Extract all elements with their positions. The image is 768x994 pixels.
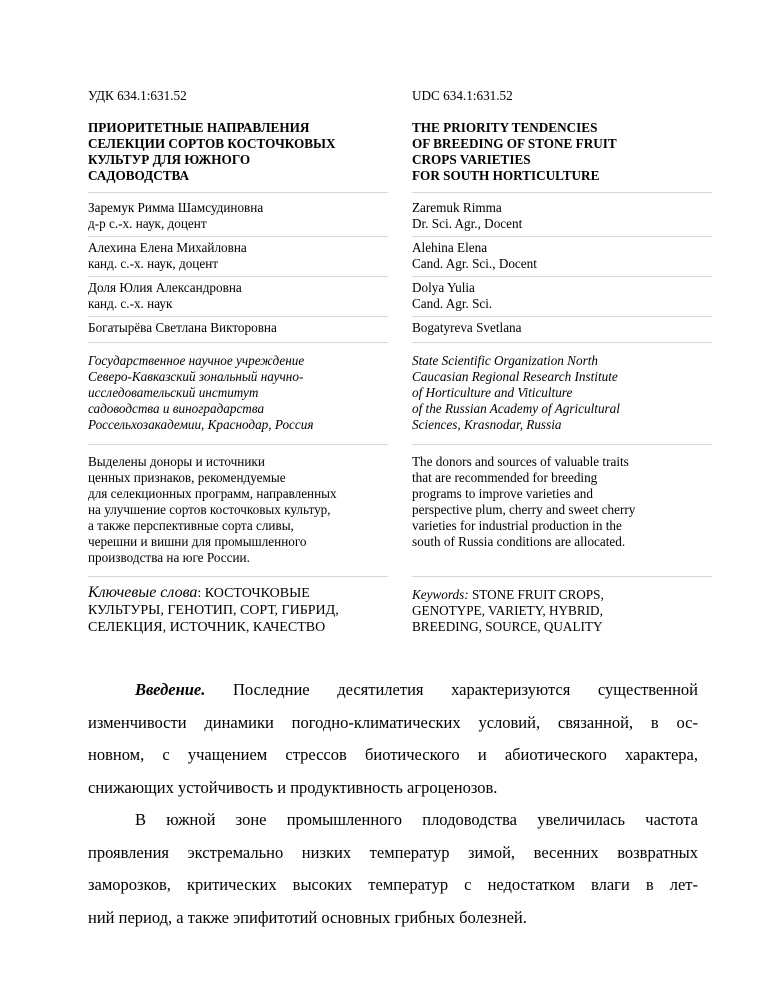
divider [88,576,388,577]
divider [412,444,712,445]
divider [412,236,712,237]
title-en: THE PRIORITY TENDENCIES OF BREEDING OF STONE FRUIT CROPS VARIETIES FOR SOUTH HORTICULTURE [412,120,617,183]
keywords-label: Ключевые слова [88,584,198,601]
udc-ru: УДК 634.1:631.52 [88,88,187,103]
author-en: Alehina Elena Cand. Agr. Sci., Docent [412,240,537,271]
divider [412,192,712,193]
author-ru: Богатырёва Светлана Викторовна [88,320,277,335]
paragraph: Введение. Последние десятилетия характеризуются существенной изменчивости динамики погодно-климатических условий, связанной, в ос- новном, с учащением стрессов биотического и абиотического характера, снижающих устойчивость и продуктивность агроценозов. [88,680,698,797]
abstract-en: The donors and sources of valuable traits that are recommended for breeding programs to improve varieties and perspective plum, cherry and sweet cherry varieties for industrial production in the south of Russia conditions are allocated. [412,454,636,549]
divider [88,342,388,343]
abstract-ru: Выделены доноры и источники ценных признаков, рекомендуемые для селекционных программ, направленных на улучшение сортов косточковых культур, а также перспективные сорта сливы, черешни и вишни для промышленного производства на юге России. [88,454,337,565]
author-en: Zaremuk Rimma Dr. Sci. Agr., Docent [412,200,523,231]
keywords-en: Keywords: STONE FRUIT CROPS, GENOTYPE, VARIETY, HYBRID, BREEDING, SOURCE, QUALITY [412,587,604,634]
author-en: Dolya Yulia Cand. Agr. Sci. [412,280,493,311]
divider [88,316,388,317]
keywords-ru: Ключевые слова: КОСТОЧКОВЫЕ КУЛЬТУРЫ, ГЕНОТИП, СОРТ, ГИБРИД, СЕЛЕКЦИЯ, ИСТОЧНИК, КАЧЕСТВО [88,584,339,635]
udc-en: UDC 634.1:631.52 [412,88,513,103]
author-ru: Доля Юлия Александровна канд. с.-х. наук [88,280,242,311]
divider [412,576,712,577]
divider [412,276,712,277]
title-ru: ПРИОРИТЕТНЫЕ НАПРАВЛЕНИЯ СЕЛЕКЦИИ СОРТОВ КОСТОЧКОВЫХ КУЛЬТУР ДЛЯ ЮЖНОГО САДОВОДСТВА [88,120,336,183]
divider [412,342,712,343]
divider [412,316,712,317]
author-ru: Заремук Римма Шамсудиновна д-р с.-х. наук, доцент [88,200,264,231]
author-en: Bogatyreva Svetlana [412,320,522,335]
affiliation-en: State Scientific Organization North Caucasian Regional Research Institute of Horticulture and Viticulture of the Russian Academy of Agricultural Sciences, Krasnodar, Russia [412,353,620,432]
body-text [88,674,698,934]
keywords-label: Keywords: [412,587,469,602]
author-ru: Алехина Елена Михайловна канд. с.-х. наук, доцент [88,240,247,271]
paragraph: В южной зоне промышленного плодоводства увеличилась частота проявления экстремально низких температур зимой, весенних возвратных заморозков, критических высоких температур с недостатком влаги в лет- ний период, а также эпифитотий основных грибных болезней. [88,810,698,927]
divider [88,444,388,445]
divider [88,192,388,193]
divider [88,236,388,237]
section-heading: Введение. [135,680,206,699]
affiliation-ru: Государственное научное учреждение Северо-Кавказский зональный научно- исследовательский институт садоводства и виноградарства Россельхозакадемии, Краснодар, Россия [88,353,314,432]
divider [88,276,388,277]
